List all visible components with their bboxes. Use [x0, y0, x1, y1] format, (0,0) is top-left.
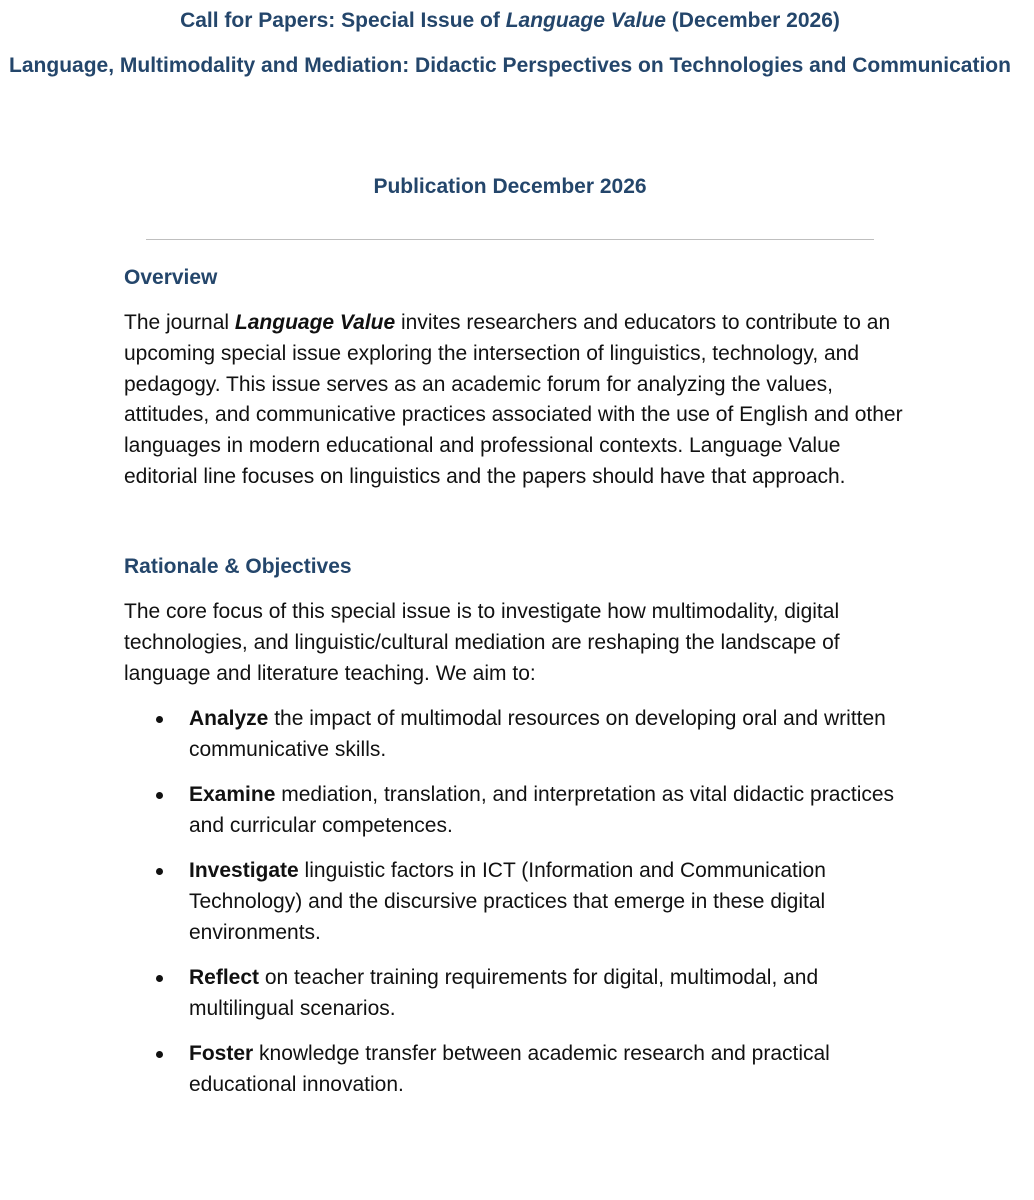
horizontal-divider: [146, 239, 874, 240]
overview-text-before: The journal: [124, 311, 235, 334]
list-item: [0, 963, 909, 1025]
bullet-icon: [156, 716, 163, 723]
cfp-prefix: Call for Papers: Special Issue of: [180, 9, 506, 32]
overview-heading: Overview: [124, 266, 218, 289]
bullet-icon: [156, 868, 163, 875]
list-item: [0, 704, 909, 766]
objective-keyword: Analyze: [189, 707, 269, 730]
overview-journal-name: Language Value: [234, 311, 396, 334]
objective-text: mediation, translation, and interpretation as vital didactic practices and curricular competences.: [189, 783, 895, 837]
bullet-icon: [156, 1051, 163, 1058]
objective-keyword: Reflect: [189, 966, 260, 990]
cfp-journal-name: Language Value: [505, 9, 666, 32]
list-item: [0, 1039, 909, 1101]
cfp-suffix: (December 2026): [665, 9, 840, 32]
bullet-icon: [156, 792, 163, 799]
objective-text: knowledge transfer between academic research and practical educational innovation.: [189, 1042, 830, 1096]
objective-text: on teacher training requirements for digital, multimodal, and multilingual scenarios.: [189, 966, 819, 1020]
objectives-list: [0, 704, 1034, 1115]
objective-text: the impact of multimodal resources on developing oral and written communicative skills.: [189, 707, 886, 761]
issue-title: Language, Multimodality and Mediation: Didactic Perspectives on Technologies and Communication: [9, 54, 1011, 77]
objective-keyword: Examine: [189, 783, 276, 807]
rationale-heading: Rationale & Objectives: [124, 555, 352, 578]
objective-keyword: Foster: [189, 1042, 254, 1066]
overview-paragraph: [124, 308, 914, 493]
objective-text: linguistic factors in ICT (Information and Communication Technology) and the discursive practices that emerge in these digital environments.: [189, 859, 826, 944]
list-item: [0, 856, 909, 948]
rationale-intro-paragraph: The core focus of this special issue is to investigate how multimodality, digital technologies, and linguistic/cultural mediation are reshaping the landscape of language and literature teaching. We aim to:: [124, 600, 840, 685]
objective-keyword: Investigate: [189, 859, 299, 883]
call-for-papers-title: [0, 5, 1020, 36]
bullet-icon: [156, 975, 163, 982]
overview-text-after: invites researchers and educators to contribute to an upcoming special issue exploring the intersection of linguistics, technology, and pedagogy. This issue serves as an academic forum for analyzing the values, attitudes, and communicative practices associated with the use of English and other languages in modern educational and professional contexts. Language Value editorial line focuses on linguistics and the papers should have that approach.: [124, 311, 903, 488]
list-item: [0, 780, 909, 842]
publication-date: Publication December 2026: [373, 175, 647, 198]
